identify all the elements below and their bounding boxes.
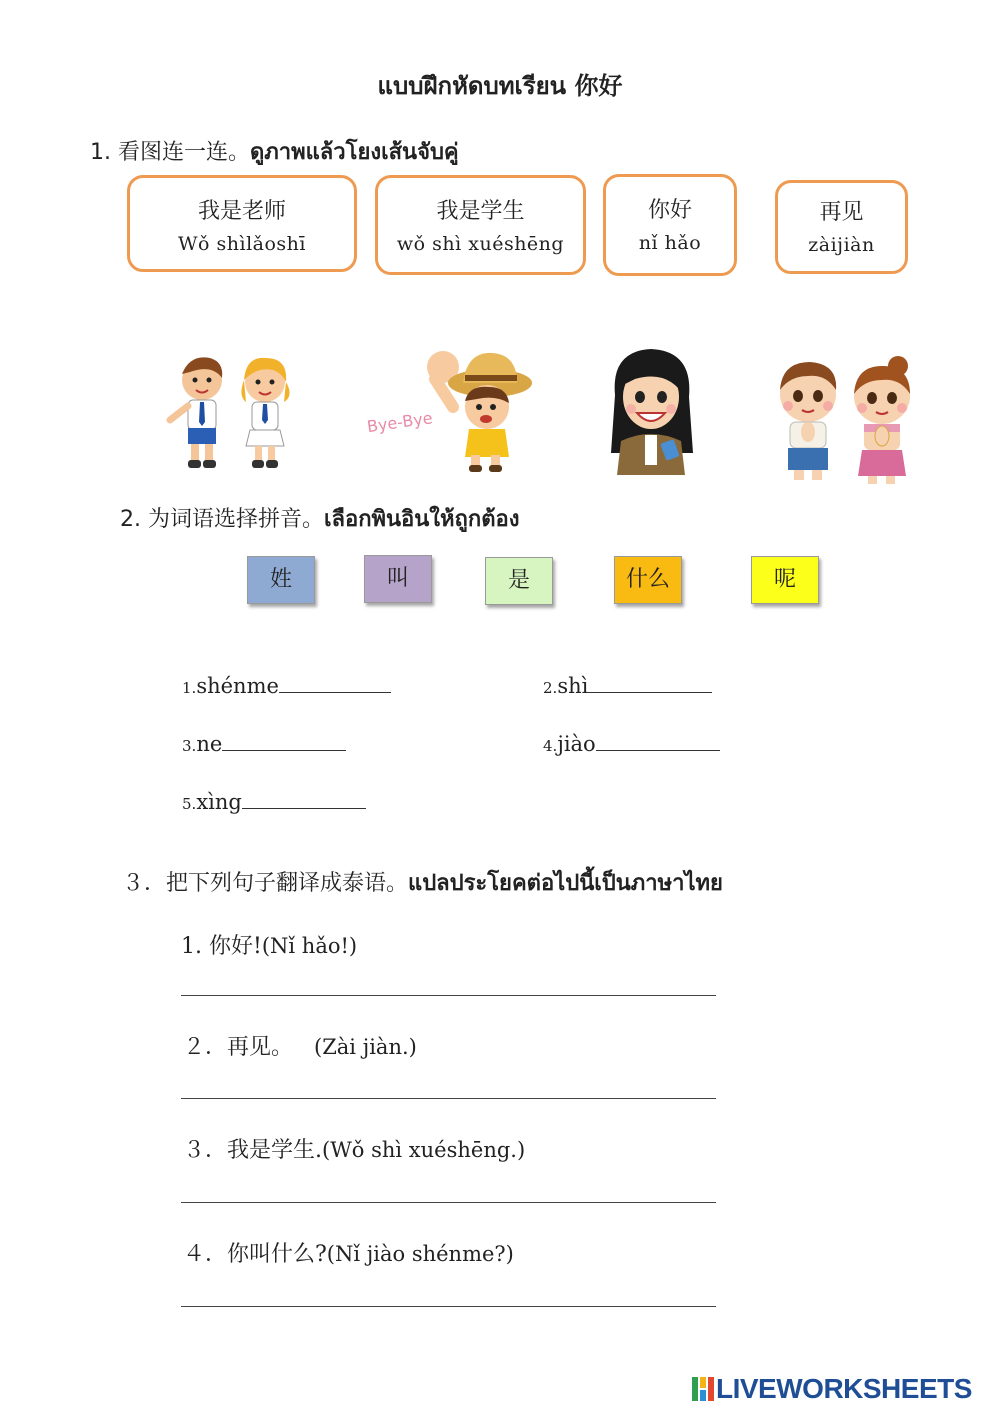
item-number: 2. <box>543 679 558 697</box>
translate-item-3 <box>183 1133 525 1164</box>
item-pinyin: jiào <box>557 732 596 756</box>
teacher-illustration[interactable] <box>605 345 697 475</box>
bye-bye-girl-illustration[interactable] <box>365 345 540 473</box>
section-2-heading-cn: 2. 为词语选择拼音。 <box>120 507 324 532</box>
card-pinyin: Wǒ shìlǎoshī <box>178 233 306 255</box>
card-chinese: 我是老师 <box>197 199 286 224</box>
pinyin-tile-jiao[interactable]: 叫 <box>364 555 432 603</box>
card-pinyin: nǐ hǎo <box>638 232 702 254</box>
answer-blank-2[interactable] <box>588 674 712 693</box>
section-1-heading <box>90 134 459 169</box>
answer-blank-5[interactable] <box>242 790 366 809</box>
bye-bye-text: Bye-Bye <box>365 408 434 437</box>
sentence-chinese: ４．你叫什么? <box>183 1242 327 1267</box>
pinyin-item-3 <box>182 732 346 756</box>
answer-blank-1[interactable] <box>279 674 391 693</box>
sentence-pinyin: (Wǒ shì xuéshēng.) <box>322 1138 526 1162</box>
translate-item-2 <box>183 1030 417 1061</box>
pinyin-item-1 <box>182 674 391 698</box>
pinyin-tile-xing[interactable]: 姓 <box>247 556 315 604</box>
section-1-heading-th: ดูภาพแล้วโยงเส้นจับคู่ <box>249 140 459 165</box>
word-card-student[interactable] <box>375 175 586 275</box>
card-pinyin: zàijiàn <box>808 234 875 256</box>
item-pinyin: shì <box>557 674 589 698</box>
liveworksheets-logo[interactable] <box>692 1375 972 1403</box>
wai-children-illustration[interactable] <box>770 352 920 487</box>
sentence-chinese: ３．我是学生. <box>183 1138 322 1163</box>
students-illustration[interactable] <box>160 350 305 475</box>
section-3-heading <box>122 865 723 900</box>
page-title: แบบฝึกหัดบทเรียน 你好 <box>377 72 623 100</box>
word-card-teacher[interactable] <box>127 175 357 272</box>
section-3-heading-th: แปลประโยคต่อไปนี้เป็นภาษาไทย <box>408 871 723 896</box>
word-card-hello[interactable] <box>603 174 737 276</box>
card-pinyin: wǒ shì xuéshēng <box>396 233 565 255</box>
card-chinese: 我是学生 <box>436 199 525 224</box>
answer-blank-4[interactable] <box>596 732 720 751</box>
section-2-heading-th: เลือกพินอินให้ถูกต้อง <box>323 507 520 532</box>
pinyin-item-2 <box>543 674 712 698</box>
card-chinese: 你好 <box>647 198 692 223</box>
section-3-heading-cn: ３．把下列句子翻译成泰语。 <box>122 871 409 896</box>
item-pinyin: xìng <box>196 790 242 814</box>
pinyin-tile-ne[interactable]: 呢 <box>751 556 819 604</box>
pinyin-tile-shi[interactable]: 是 <box>485 557 553 605</box>
sentence-pinyin: (Nǐ jiào shénme?) <box>326 1242 514 1266</box>
item-number: 5. <box>182 795 197 813</box>
sentence-chinese: 1. 你好! <box>181 934 262 959</box>
pinyin-item-5 <box>182 790 366 814</box>
translate-item-4 <box>183 1237 514 1268</box>
answer-line-1[interactable] <box>181 995 716 996</box>
word-card-goodbye[interactable] <box>775 180 908 274</box>
section-2-heading <box>120 501 519 536</box>
sentence-chinese: ２．再见。 <box>183 1035 294 1060</box>
item-pinyin: ne <box>196 732 223 756</box>
answer-line-4[interactable] <box>181 1306 716 1307</box>
answer-blank-3[interactable] <box>222 732 346 751</box>
pinyin-item-4 <box>543 732 720 756</box>
sentence-pinyin: (Zài jiàn.) <box>314 1035 417 1059</box>
answer-line-3[interactable] <box>181 1202 716 1203</box>
answer-line-2[interactable] <box>181 1098 716 1099</box>
pinyin-tile-shenme[interactable]: 什么 <box>614 556 682 604</box>
sentence-pinyin: (Nǐ hǎo!) <box>261 934 358 958</box>
item-pinyin: shénme <box>196 674 279 698</box>
translate-item-1 <box>181 929 357 960</box>
liveworksheets-logo-text: LIVEWORKSHEETS <box>716 1373 972 1404</box>
card-chinese: 再见 <box>819 200 864 225</box>
item-number: 1. <box>182 679 197 697</box>
item-number: 3. <box>182 737 197 755</box>
item-number: 4. <box>543 737 558 755</box>
liveworksheets-logo-icon <box>692 1377 714 1401</box>
section-1-heading-cn: 1. 看图连一连。 <box>90 140 250 165</box>
